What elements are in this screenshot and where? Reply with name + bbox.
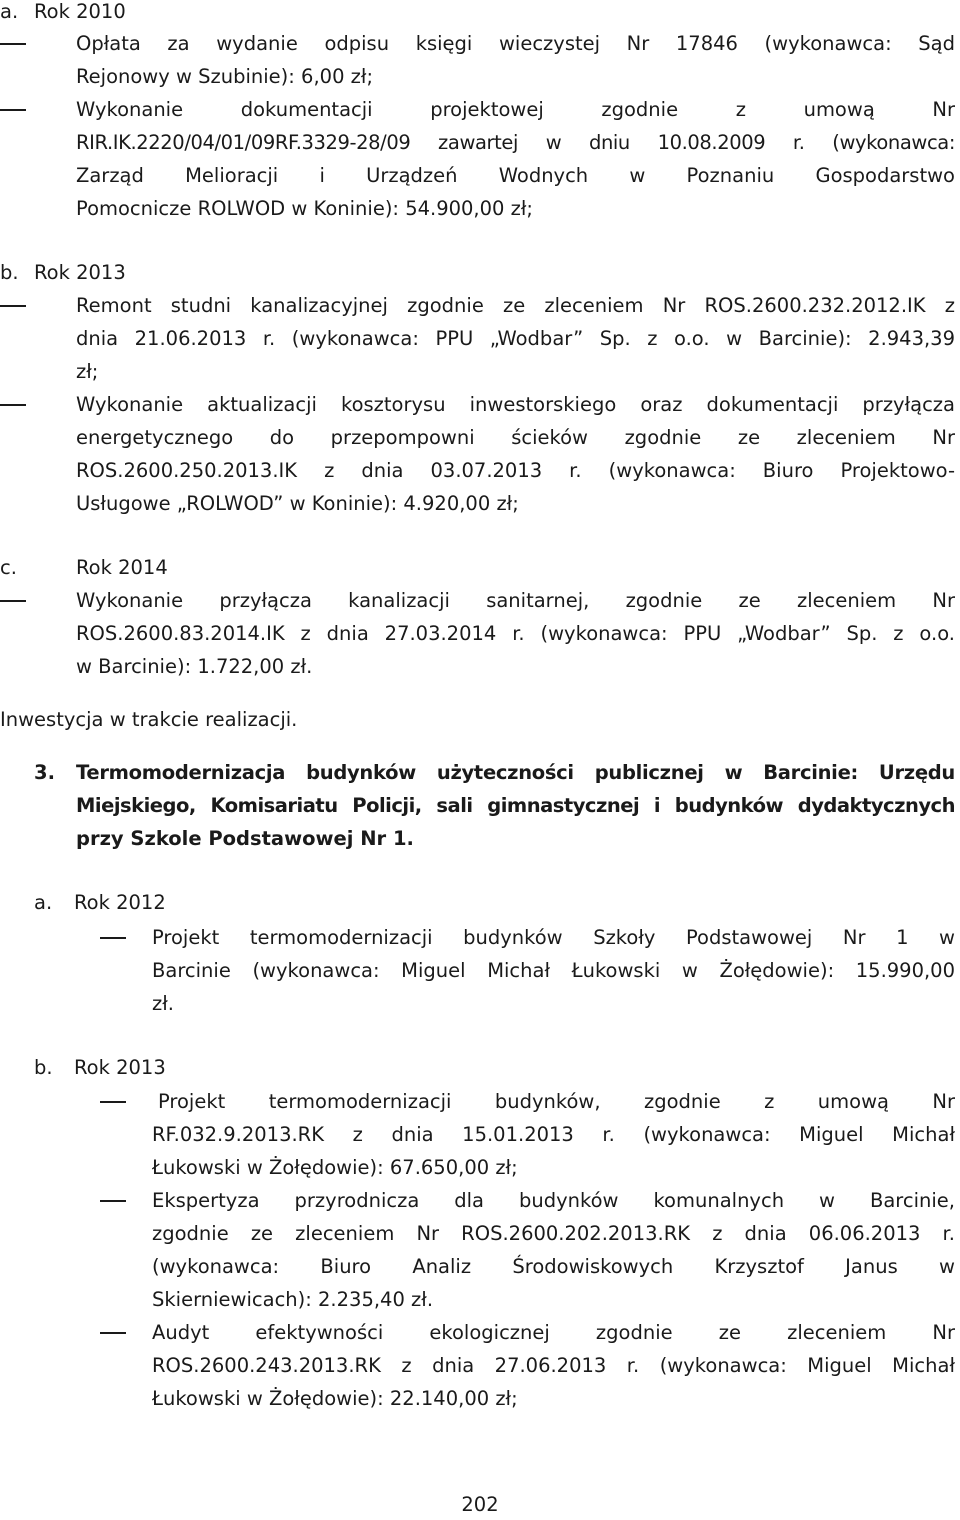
list-item-text: Wykonanie aktualizacji kosztorysu inwestorskiego oraz dokumentacji przyłącza — [76, 393, 955, 416]
list-item-text: Łukowski w Żołędowie): 22.140,00 zł; — [152, 1387, 518, 1410]
page-number: 202 — [461, 1493, 499, 1516]
dash-bullet — [0, 93, 30, 126]
list-item-text: Projekt termomodernizacji budynków Szkoły Podstawowej Nr 1 w — [152, 926, 955, 949]
dash-bullet — [0, 584, 30, 617]
list-marker-c: c. — [0, 556, 17, 579]
list-item-text: Wykonanie przyłącza kanalizacji sanitarnej, zgodnie ze zleceniem Nr — [76, 589, 955, 612]
year-heading-2013: Rok 2013 — [74, 1056, 166, 1079]
list-marker-a: a. — [0, 0, 19, 23]
year-heading-2012: Rok 2012 — [74, 891, 166, 914]
list-item-text: Ekspertyza przyrodnicza dla budynków komunalnych w Barcinie, — [152, 1189, 955, 1212]
list-item-text: zgodnie ze zleceniem Nr ROS.2600.202.2013.RK z dnia 06.06.2013 r. — [152, 1222, 955, 1245]
dash-bullet — [100, 1184, 130, 1217]
list-item-text: Barcinie (wykonawca: Miguel Michał Łukowski w Żołędowie): 15.990,00 — [152, 959, 955, 982]
list-item-text: Zarząd Melioracji i Urządzeń Wodnych w Poznaniu Gospodarstwo — [76, 164, 955, 187]
section-number: 3. — [34, 761, 55, 784]
dash-bullet — [0, 388, 30, 421]
list-item-text: Remont studni kanalizacyjnej zgodnie ze zleceniem Nr ROS.2600.232.2012.IK z — [76, 294, 955, 317]
list-item-text: Wykonanie dokumentacji projektowej zgodnie z umową Nr — [76, 98, 955, 121]
list-item-text: Skierniewicach): 2.235,40 zł. — [152, 1288, 434, 1311]
list-item-text: (wykonawca: Biuro Analiz Środowiskowych Krzysztof Janus w — [152, 1255, 955, 1278]
list-item-text: zł; — [76, 360, 99, 383]
dash-bullet — [100, 1316, 130, 1349]
list-item-text: Pomocnicze ROLWOD w Koninie): 54.900,00 zł; — [76, 197, 533, 220]
status-text: Inwestycja w trakcie realizacji. — [0, 708, 298, 731]
dash-bullet — [0, 289, 30, 322]
list-item-text: ROS.2600.250.2013.IK z dnia 03.07.2013 r. (wykonawca: Biuro Projektowo- — [76, 459, 955, 482]
list-item-text: w Barcinie): 1.722,00 zł. — [76, 655, 313, 678]
list-item-text: zł. — [152, 992, 174, 1015]
year-heading-2013: Rok 2013 — [34, 261, 126, 284]
list-item-text: Opłata za wydanie odpisu księgi wieczystej Nr 17846 (wykonawca: Sąd — [76, 32, 955, 55]
dash-bullet — [100, 1085, 130, 1118]
list-item-text: ROS.2600.83.2014.IK z dnia 27.03.2014 r. (wykonawca: PPU „Wodbar” Sp. z o.o. — [76, 622, 955, 645]
list-item-text: Usługowe „ROLWOD” w Koninie): 4.920,00 zł; — [76, 492, 519, 515]
list-marker-b: b. — [0, 261, 19, 284]
list-item-text: Projekt termomodernizacji budynków, zgodnie z umową Nr — [158, 1090, 955, 1113]
year-heading-2010: Rok 2010 — [34, 0, 126, 23]
list-item-text: Łukowski w Żołędowie): 67.650,00 zł; — [152, 1156, 518, 1179]
section-title: Miejskiego, Komisariatu Policji, sali gimnastycznej i budynków dydaktycznych — [76, 794, 955, 817]
section-title: przy Szkole Podstawowej Nr 1. — [76, 827, 414, 850]
dash-bullet — [0, 27, 30, 60]
list-item-text: ROS.2600.243.2013.RK z dnia 27.06.2013 r. (wykonawca: Miguel Michał — [152, 1354, 955, 1377]
dash-bullet — [100, 921, 130, 954]
list-item-text: RIR.IK.2220/04/01/09RF.3329-28/09 zawartej w dniu 10.08.2009 r. (wykonawca: — [76, 131, 955, 154]
list-marker-a: a. — [34, 891, 53, 914]
list-item-text: Rejonowy w Szubinie): 6,00 zł; — [76, 65, 374, 88]
list-item-text: energetycznego do przepompowni ścieków zgodnie ze zleceniem Nr — [76, 426, 955, 449]
list-item-text: dnia 21.06.2013 r. (wykonawca: PPU „Wodbar” Sp. z o.o. w Barcinie): 2.943,39 — [76, 327, 955, 350]
year-heading-2014: Rok 2014 — [76, 556, 168, 579]
list-item-text: Audyt efektywności ekologicznej zgodnie ze zleceniem Nr — [152, 1321, 955, 1344]
list-item-text: RF.032.9.2013.RK z dnia 15.01.2013 r. (wykonawca: Miguel Michał — [152, 1123, 955, 1146]
list-marker-b: b. — [34, 1056, 53, 1079]
section-title: Termomodernizacja budynków użyteczności publicznej w Barcinie: Urzędu — [76, 761, 955, 784]
